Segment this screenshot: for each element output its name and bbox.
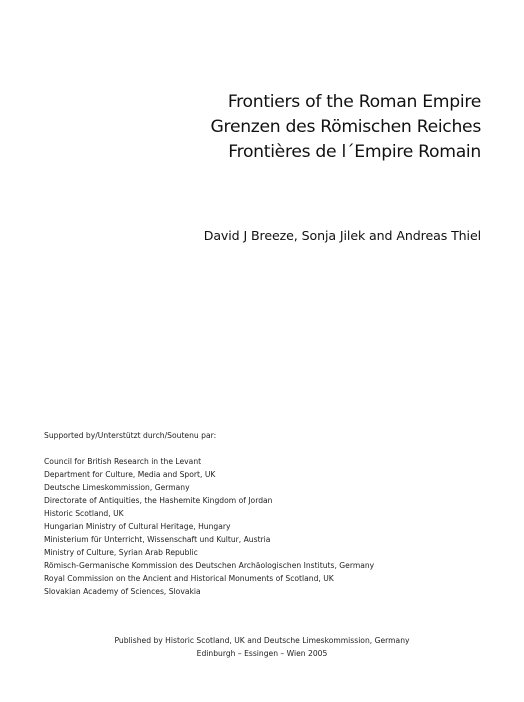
supporter-item: Ministry of Culture, Syrian Arab Republic bbox=[44, 548, 198, 557]
supporters-list bbox=[44, 455, 374, 598]
supporter-item: Deutsche Limeskommission, Germany bbox=[44, 483, 190, 492]
supporters-block bbox=[44, 429, 374, 598]
publisher-line: Published by Historic Scotland, UK and Deutsche Limeskommission, Germany bbox=[114, 636, 410, 645]
supporter-item: Historic Scotland, UK bbox=[44, 509, 124, 518]
supporter-item: Römisch-Germanische Kommission des Deutschen Archäologischen Instituts, Germany bbox=[44, 561, 375, 570]
supporter-item: Hungarian Ministry of Cultural Heritage, Hungary bbox=[44, 522, 231, 531]
title-french: Frontières de l´Empire Romain bbox=[228, 142, 481, 162]
supporter-item: Royal Commission on the Ancient and Historical Monuments of Scotland, UK bbox=[44, 574, 334, 583]
supporters-heading: Supported by/Unterstützt durch/Soutenu par: bbox=[44, 431, 217, 440]
title-english: Frontiers of the Roman Empire bbox=[227, 92, 481, 112]
supporter-item: Slovakian Academy of Sciences, Slovakia bbox=[44, 587, 201, 596]
publisher-block bbox=[0, 634, 524, 660]
book-title-block bbox=[211, 90, 481, 165]
supporter-item: Directorate of Antiquities, the Hashemite Kingdom of Jordan bbox=[44, 496, 273, 505]
supporter-item: Department for Culture, Media and Sport, UK bbox=[44, 470, 216, 479]
supporter-item: Council for British Research in the Levant bbox=[44, 457, 202, 466]
title-german: Grenzen des Römischen Reiches bbox=[210, 117, 481, 137]
supporter-item: Ministerium für Unterricht, Wissenschaft und Kultur, Austria bbox=[44, 535, 271, 544]
authors-line: David J Breeze, Sonja Jilek and Andreas Thiel bbox=[203, 228, 481, 243]
publication-place-year: Edinburgh – Essingen – Wien 2005 bbox=[196, 649, 328, 658]
